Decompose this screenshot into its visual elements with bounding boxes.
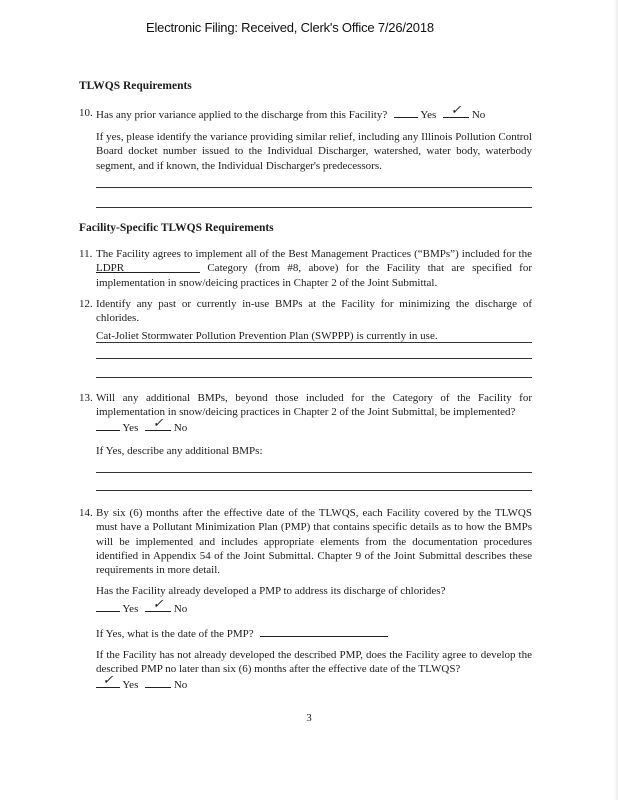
q13-followup: If Yes, describe any additional BMPs:	[96, 445, 263, 457]
q14c-no-label: No	[173, 679, 188, 691]
q11-category-value: LDPR	[96, 262, 125, 275]
q11-number: 11.	[79, 248, 93, 260]
q14c-no-blank[interactable]	[145, 676, 171, 688]
q14c-yes-check: ✓	[102, 672, 114, 687]
q12-answer-line-2[interactable]	[96, 358, 532, 359]
q12-number: 12.	[79, 298, 93, 310]
q13-yes-label: Yes	[122, 422, 139, 434]
q14-sub-a: Has the Facility already developed a PMP to address its discharge of chlorides?	[96, 585, 446, 597]
q10-no-blank[interactable]	[443, 102, 469, 118]
q14-sub-b: If Yes, what is the date of the PMP?	[96, 628, 254, 640]
q10-yes-label: Yes	[420, 109, 437, 121]
q14c-yes-label: Yes	[122, 679, 139, 691]
q12-answer-line-1[interactable]	[96, 342, 532, 343]
q13-answer-line-2[interactable]	[96, 490, 532, 491]
q14-sub-b-line	[96, 625, 532, 641]
q14-sub-c-choices	[96, 672, 532, 692]
q12-answer-line-3[interactable]	[96, 377, 532, 378]
q14-text: By six (6) months after the effective date of the TLWQS, each Facility covered by the TLWQS must have a Pollutant Minimization Plan (PMP) that contains specific details as to how the BMPs will be implemented and includes appropriate elements from the documentation procedures identified in Appendix 54 of the Joint Submittal. Chapter 9 of the Joint Submittal describes these requirements in more detail.	[96, 507, 532, 577]
section-heading-tlwqs: TLWQS Requirements	[79, 80, 192, 92]
q11-category-blank[interactable]	[96, 261, 200, 273]
q13-answer-line-1[interactable]	[96, 472, 532, 473]
q11-text	[96, 247, 532, 290]
q13-no-check: ✓	[152, 415, 164, 430]
q10-no-label: No	[471, 109, 486, 121]
q11-text-a: The Facility agrees to implement all of the Best Management Practices (“BMPs”) included for the	[96, 248, 532, 260]
filing-stamp: Electronic Filing: Received, Clerk's Office 7/26/2018	[146, 20, 434, 35]
q13-no-label: No	[173, 422, 188, 434]
q10-no-check: ✓	[450, 102, 462, 117]
q10-yes-blank[interactable]	[394, 106, 418, 118]
q14a-no-check: ✓	[152, 596, 164, 611]
q14a-yes-label: Yes	[122, 603, 139, 615]
q14a-no-blank[interactable]	[145, 596, 171, 612]
q14-sub-a-choices	[96, 596, 532, 616]
q14-pmp-date-blank[interactable]	[260, 625, 388, 637]
q12-text: Identify any past or currently in-use BMPs at the Facility for minimizing the discharge of chlorides.	[96, 298, 532, 325]
page-number: 3	[306, 712, 312, 724]
q13-choices	[96, 415, 532, 435]
q10-answer-line-1[interactable]	[96, 187, 532, 188]
q14a-no-label: No	[173, 603, 188, 615]
q10-question-line	[96, 102, 532, 122]
q13-text: Will any additional BMPs, beyond those included for the Category of the Facility for implementation in snow/deicing practices in Chapter 2 of the Joint Submittal, be implemented?	[96, 392, 532, 419]
q11-text-b: Category (from #8, above) for the Facility that are specified for implementation in snow/deicing practices in Chapter 2 of the Joint Submittal.	[96, 262, 533, 289]
q10-answer-line-2[interactable]	[96, 207, 532, 208]
q14c-yes-blank[interactable]	[96, 672, 120, 688]
q13-yes-blank[interactable]	[96, 419, 120, 431]
q13-no-blank[interactable]	[145, 415, 171, 431]
q10-followup: If yes, please identify the variance providing similar relief, including any Illinois Pollution Control Board docket number issued to the Individual Discharger, watershed, water body, waterbody segment, and if known, the Individual Discharger's predecessors.	[96, 131, 532, 172]
q12-answer: Cat-Joliet Stormwater Pollution Prevention Plan (SWPPP) is currently in use.	[96, 330, 438, 342]
q14a-yes-blank[interactable]	[96, 600, 120, 612]
q13-number: 13.	[79, 392, 93, 404]
q10-question: Has any prior variance applied to the discharge from this Facility?	[96, 109, 388, 121]
scan-edge-shadow	[614, 0, 618, 800]
q10-number: 10.	[79, 107, 93, 119]
q14-number: 14.	[79, 507, 93, 519]
q14-sub-c: If the Facility has not already developed the described PMP, does the Facility agree to develop the described PMP no later than six (6) months after the effective date of the TLWQS?	[96, 649, 532, 676]
section-heading-facility-specific: Facility-Specific TLWQS Requirements	[79, 222, 274, 234]
